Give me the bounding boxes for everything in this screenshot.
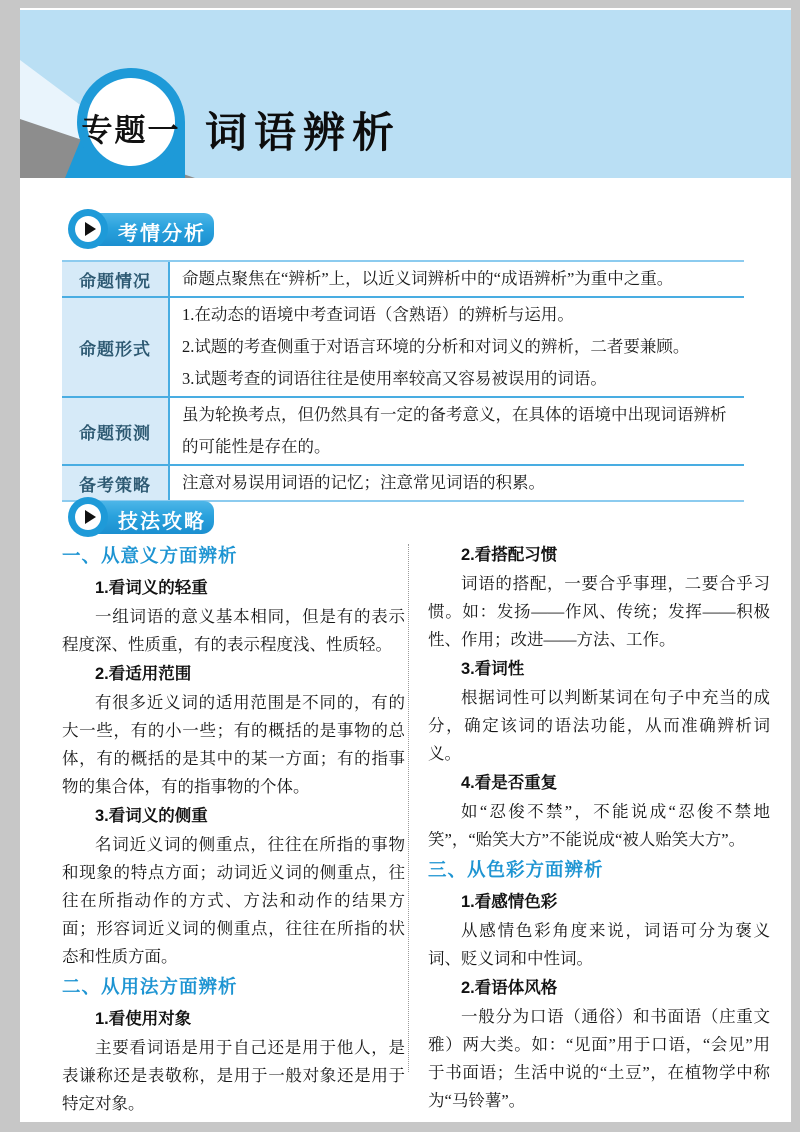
banner-decoration xyxy=(20,10,791,178)
text-block: 1.看词义的轻重 xyxy=(95,579,208,597)
text-block: 三、从色彩方面辨析 xyxy=(428,859,604,880)
column-divider xyxy=(408,544,409,1072)
table-paragraph: 3.试题考查的词语往往是使用率较高又容易被误用的词语。 xyxy=(182,369,607,388)
page-title: 词语辨析 xyxy=(205,109,402,156)
table-row-label: 命题形式 xyxy=(62,298,170,396)
play-triangle-icon xyxy=(85,510,96,524)
text-block: 一、从意义方面辨析 xyxy=(62,545,238,566)
table-paragraph: 2.试题的考查侧重于对语言环境的分析和对词义的辨析，二者要兼顾。 xyxy=(182,337,690,356)
text-block: 4.看是否重复 xyxy=(461,774,558,792)
exam-analysis-table xyxy=(62,260,744,502)
text-block: 一般分为口语（通俗）和书面语（庄重文雅）两大类。如：“见面”用于口语，“会见”用于书面语；生活中说的“土豆”，在植物学中称为“马铃薯”。 xyxy=(428,1007,770,1110)
play-triangle-icon xyxy=(85,222,96,236)
text-block: 二、从用法方面辨析 xyxy=(62,976,238,997)
text-block: 2.看适用范围 xyxy=(95,665,192,683)
table-row xyxy=(62,262,744,296)
text-block: 名词近义词的侧重点，往往在所指的事物和现象的特点方面；动词近义词的侧重点，往往在所指动作的方式、方法和动作的结果方面；形容词近义词的侧重点，往往在所指的状态和性质方面。 xyxy=(62,835,405,966)
text-block: 2.看语体风格 xyxy=(461,979,558,997)
table-row xyxy=(62,396,744,464)
text-block: 词语的搭配，一要合乎事理，二要合乎习惯。如：发扬——作风、传统；发挥——积极性、作用；改进——方法、工作。 xyxy=(428,574,770,649)
text-block: 1.看使用对象 xyxy=(95,1010,192,1028)
play-icon xyxy=(68,209,108,249)
table-row-content xyxy=(170,262,744,296)
table-row xyxy=(62,464,744,500)
text-block: 有很多近义词的适用范围是不同的，有的大一些，有的小一些；有的概括的是事物的总体，有的概括的是其中的某一方面；有的指事物的集合体，有的指事物的个体。 xyxy=(62,693,405,796)
text-block: 2.看搭配习惯 xyxy=(461,546,558,564)
chapter-banner xyxy=(20,10,791,178)
text-block: 3.看词性 xyxy=(461,660,525,678)
topic-label: 专题一 xyxy=(81,113,181,148)
content-column-left xyxy=(62,540,405,1118)
text-block: 1.看感情色彩 xyxy=(461,893,558,911)
content-column-right xyxy=(428,540,770,1115)
text-block: 3.看词义的侧重 xyxy=(95,807,208,825)
text-block: 从感情色彩角度来说，词语可分为褒义词、贬义词和中性词。 xyxy=(428,921,770,968)
table-paragraph: 虽为轮换考点，但仍然具有一定的备考意义，在具体的语境中出现词语辨析的可能性是存在的。 xyxy=(182,405,727,456)
book-page xyxy=(20,8,791,1122)
table-paragraph: 注意对易误用词语的记忆；注意常见词语的积累。 xyxy=(182,473,545,492)
table-row xyxy=(62,296,744,396)
text-block: 根据词性可以判断某词在句子中充当的成分，确定该词的语法功能，从而准确辨析词义。 xyxy=(428,688,770,763)
text-block: 主要看词语是用于自己还是用于他人，是表谦称还是表敬称，是用于一般对象还是用于特定对象。 xyxy=(62,1038,405,1113)
table-row-label: 命题预测 xyxy=(62,398,170,464)
table-row-content xyxy=(170,466,744,500)
text-block: 如“忍俊不禁”，不能说成“忍俊不禁地笑”，“贻笑大方”不能说成“被人贻笑大方”。 xyxy=(428,802,770,849)
badge-label: 考情分析 xyxy=(118,223,206,245)
table-row-content xyxy=(170,298,744,396)
table-row-label: 备考策略 xyxy=(62,466,170,500)
play-icon xyxy=(68,497,108,537)
text-block: 一组词语的意义基本相同，但是有的表示程度深、性质重，有的表示程度浅、性质轻。 xyxy=(62,607,405,654)
table-row-label: 命题情况 xyxy=(62,262,170,296)
table-paragraph: 命题点聚焦在“辨析”上，以近义词辨析中的“成语辨析”为重中之重。 xyxy=(182,269,674,288)
badge-label: 技法攻略 xyxy=(118,511,206,533)
table-paragraph: 1.在动态的语境中考查词语（含熟语）的辨析与运用。 xyxy=(182,305,574,324)
table-row-content xyxy=(170,398,744,464)
